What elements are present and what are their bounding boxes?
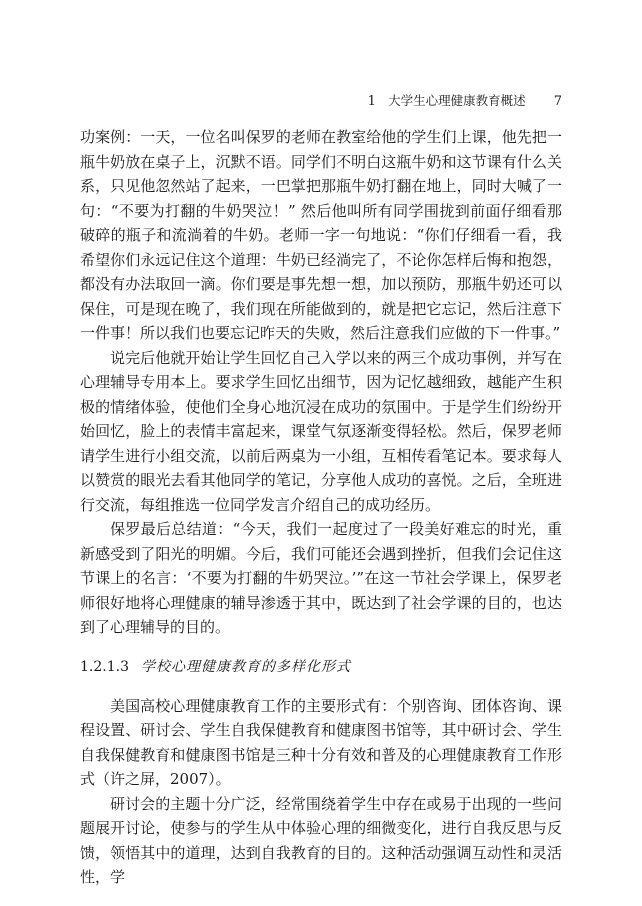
running-header: [80, 92, 562, 111]
section-heading: [80, 656, 562, 678]
section-title: 学校心理健康教育的多样化形式: [140, 658, 351, 675]
paragraph-recall-activity: 说完后他就开始让学生回忆自己入学以来的两三个成功事例，并写在心理辅导专用本上。要求学生回忆出细节，因为记忆越细致，越能产生积极的情绪体验，使他们全身心地沉浸在成功的氛围中。于是学生们纷纷开始回忆，脸上的表情丰富起来，课堂气氛逐渐变得轻松。然后，保罗老师请学生进行小组交流，以前后两桌为一小组，互相传看笔记本。要求每人以赞赏的眼光去看其他同学的笔记，分享他人成功的喜悦。之后，全班进行交流，每组推选一位同学发言介绍自己的成功经历。: [80, 348, 562, 514]
page-number: 7: [553, 94, 562, 109]
paragraph-case-story: 功案例：一天，一位名叫保罗的老师在教室给他的学生们上课，他先把一瓶牛奶放在桌子上，沉默不语。同学们不明白这瓶牛奶和这节课有什么关系，只见他忽然站了起来，一巴掌把那瓶牛奶打翻在地上，同时大喊了一句：“不要为打翻的牛奶哭泣！” 然后他叫所有同学围拢到前面仔细看那破碎的瓶子和流淌着的牛奶。老师一字一句地说：“你们仔细看一看，我希望你们永远记住这个道理：牛奶已经淌完了，不论你怎样后悔和抱怨，都没有办法取回一滴。你们要是事先想一想，加以预防，那瓶牛奶还可以保住，可是现在晚了，我们现在所能做到的，就是把它忘记，然后注意下一件事！所以我们也要忘记昨天的失败，然后注意我们应做的下一件事。”: [80, 128, 562, 342]
chapter-number: 1: [367, 94, 376, 109]
paragraph-seminar: 研讨会的主题十分广泛，经常围绕着学生中存在或易于出现的一些问题展开讨论，使参与的学生从中体验心理的细微变化，进行自我反思与反馈，领悟其中的道理，达到自我教育的目的。这种活动强调互动性和灵活性，学: [80, 794, 562, 886]
section-number: 1.2.1.3: [80, 658, 129, 675]
paragraph-us-forms: 美国高校心理健康教育工作的主要形式有：个别咨询、团体咨询、课程设置、研讨会、学生自我保健教育和健康图书馆等，其中研讨会、学生自我保健教育和健康图书馆是三种十分有效和普及的心理健康教育工作形式（许之屏，2007）。: [80, 696, 562, 788]
book-title: 大学生心理健康教育概述: [388, 93, 526, 108]
paragraph-summary: 保罗最后总结道：“今天，我们一起度过了一段美好难忘的时光，重新感受到了阳光的明媚。今后，我们可能还会遇到挫折，但我们会记住这节课上的名言：‘不要为打翻的牛奶哭泣。’”在这一节社会学课上，保罗老师很好地将心理健康的辅导渗透于其中，既达到了社会学课的目的，也达到了心理辅导的目的。: [80, 520, 562, 636]
page-body: [80, 125, 562, 890]
